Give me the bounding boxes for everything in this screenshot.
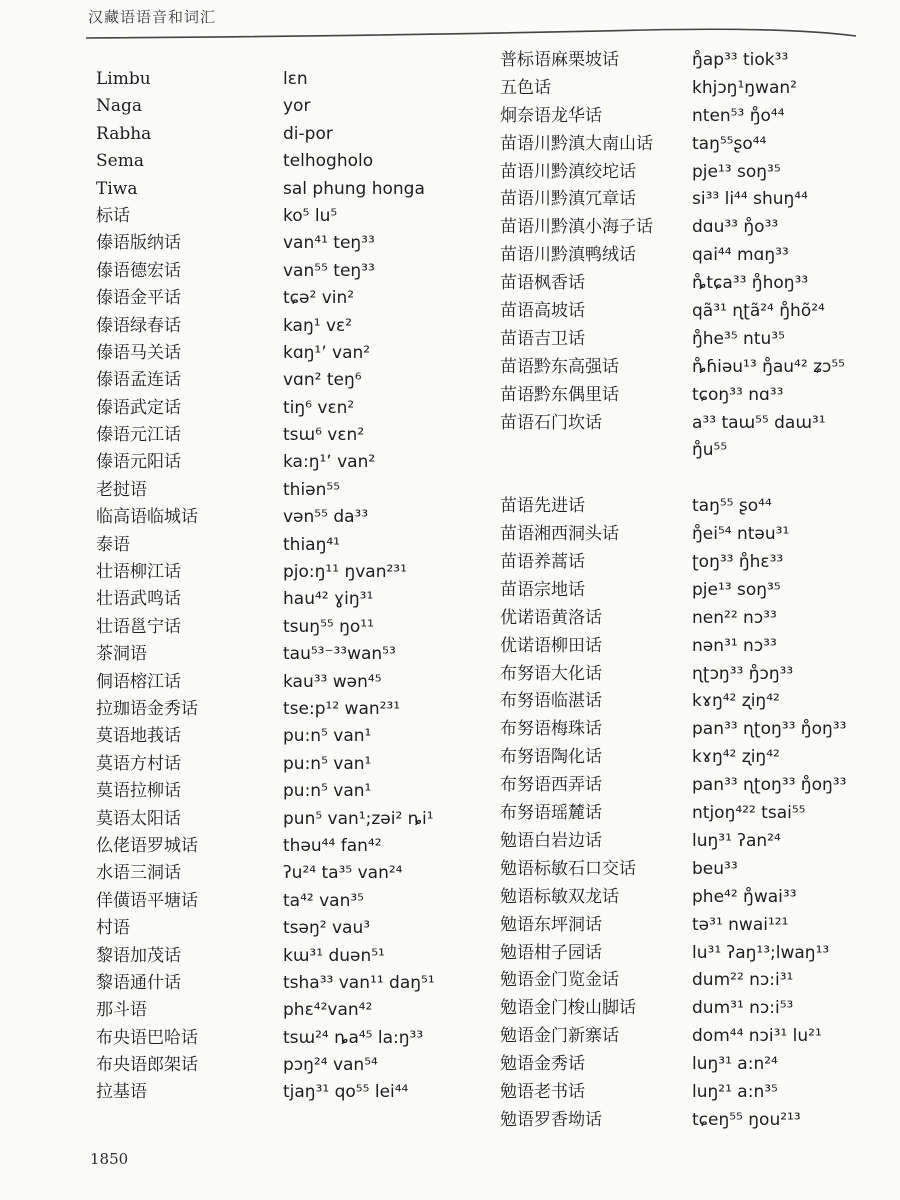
language-name: 普标语麻栗坡话 bbox=[500, 50, 619, 70]
word-form: tjaŋ³¹ qo⁵⁵ lei⁴⁴ bbox=[283, 1082, 409, 1103]
language-name: 炯奈语龙华话 bbox=[500, 105, 602, 126]
language-name: 苗语养蒿话 bbox=[500, 552, 585, 573]
language-name: 那斗语 bbox=[96, 1000, 147, 1021]
word-form: qai⁴⁴ mɑŋ³³ bbox=[692, 245, 789, 266]
language-name: Rabha bbox=[96, 123, 152, 144]
language-name bbox=[500, 437, 653, 465]
word-form: luŋ³¹ ʔan²⁴ bbox=[692, 830, 781, 851]
language-name: 苗语川黔滇冗章话 bbox=[500, 189, 636, 210]
word-form: kɯ³¹ duən⁵¹ bbox=[283, 945, 385, 966]
language-name: Tiwa bbox=[96, 178, 138, 199]
language-name: 布央语郎架话 bbox=[96, 1055, 198, 1076]
word-form: ta⁴² van³⁵ bbox=[283, 890, 364, 911]
word-form: pje¹³ soŋ³⁵ bbox=[692, 161, 781, 182]
word-form: kau³³ wən⁴⁵ bbox=[283, 671, 382, 692]
language-name: 勉语罗香坳话 bbox=[500, 1109, 602, 1130]
language-name: 茶洞语 bbox=[96, 644, 147, 665]
word-form: thiən⁵⁵ bbox=[283, 479, 341, 500]
language-name bbox=[500, 465, 653, 493]
word-form: tɕoŋ³³ nɑ³³ bbox=[692, 384, 784, 405]
word-form: luŋ³¹ a:n²⁴ bbox=[692, 1054, 778, 1075]
word-form: qã³¹ ɳʈã²⁴ ŋ̊hõ²⁴ bbox=[692, 301, 825, 322]
language-name: 壮语邕宁话 bbox=[96, 616, 181, 637]
word-form: tsha³³ van¹¹ daŋ⁵¹ bbox=[283, 972, 435, 993]
word-form: tsəŋ² vau³ bbox=[283, 918, 371, 939]
word-form: a³³ taɯ⁵⁵ daɯ³¹ bbox=[692, 412, 826, 433]
word-form: luŋ²¹ a:n³⁵ bbox=[692, 1081, 778, 1102]
language-name: 傣语金平话 bbox=[96, 288, 181, 309]
word-form: ka:ŋ¹ʼ van² bbox=[283, 452, 376, 473]
language-name: 仫佬语罗城话 bbox=[96, 835, 198, 856]
language-name: 傣语马关话 bbox=[96, 342, 181, 363]
word-form: ŋ̊u⁵⁵ bbox=[692, 440, 728, 461]
language-name: 苗语黔东高强话 bbox=[500, 356, 619, 377]
language-name: 傣语武定话 bbox=[96, 397, 181, 418]
language-name: 布努语梅珠话 bbox=[500, 719, 602, 740]
language-name: 勉语金秀话 bbox=[500, 1054, 585, 1075]
language-name: 黎语加茂话 bbox=[96, 945, 181, 966]
word-form: pan³³ ɳʈoŋ³³ ŋ̊oŋ³³ bbox=[692, 775, 847, 796]
word-form: khjɔŋ¹ŋwan² bbox=[692, 77, 797, 98]
word-form: pjo:ŋ¹¹ ŋvan²³¹ bbox=[283, 562, 407, 583]
language-name: 傣语元江话 bbox=[96, 425, 181, 446]
word-form: thiaŋ⁴¹ bbox=[283, 534, 340, 555]
language-name: 老挝语 bbox=[96, 479, 147, 500]
language-name: 布努语瑶麓话 bbox=[500, 803, 602, 824]
word-form: dum²² nɔ:i³¹ bbox=[692, 970, 794, 991]
word-form: ʈoŋ³³ ŋ̊hɛ³³ bbox=[692, 552, 784, 573]
word-form: ntjoŋ⁴²² tsai⁵⁵ bbox=[692, 803, 806, 824]
language-name: 布央语巴哈话 bbox=[96, 1027, 198, 1048]
language-name: 临高语临城话 bbox=[96, 507, 198, 528]
language-name: 拉珈语金秀话 bbox=[96, 698, 198, 719]
word-form: telhogholo bbox=[283, 151, 374, 172]
word-form: tse:p¹² wan²³¹ bbox=[283, 698, 401, 719]
word-form: tɕə² vin² bbox=[283, 288, 355, 309]
language-name: 莫语地莪话 bbox=[96, 726, 181, 747]
word-form: dum³¹ nɔ:i⁵³ bbox=[692, 998, 794, 1019]
language-name: 勉语老书话 bbox=[500, 1081, 585, 1102]
word-form: tau⁵³⁻³³wan⁵³ bbox=[283, 644, 396, 665]
language-name: 莫语方村话 bbox=[96, 753, 181, 774]
word-form: pu:n⁵ van¹ bbox=[283, 726, 372, 747]
language-name: 苗语川黔滇小海子话 bbox=[500, 217, 653, 238]
language-name: 布努语陶化话 bbox=[500, 747, 602, 768]
left-language-column bbox=[96, 66, 198, 1107]
language-name: Limbu bbox=[96, 69, 151, 89]
word-form: phe⁴² ŋ̊wai³³ bbox=[692, 886, 797, 907]
word-form: vən⁵⁵ da³³ bbox=[283, 507, 369, 528]
right-language-column bbox=[500, 47, 653, 1135]
language-name: 苗语宗地话 bbox=[500, 579, 585, 600]
word-form: kɤŋ⁴² ʐiŋ⁴² bbox=[692, 691, 780, 712]
language-name: 水语三洞话 bbox=[96, 863, 181, 884]
word-form: vɑn² teŋ⁶ bbox=[283, 370, 362, 391]
word-form: si³³ li⁴⁴ shuŋ⁴⁴ bbox=[692, 189, 808, 210]
language-name: 勉语白岩边话 bbox=[500, 830, 602, 851]
language-name: 拉基语 bbox=[96, 1082, 147, 1103]
word-form: nten⁵³ ŋ̊o⁴⁴ bbox=[692, 105, 785, 126]
word-form: yor bbox=[283, 96, 311, 117]
language-name: 壮语柳江话 bbox=[96, 562, 181, 583]
word-form: pan³³ ɳʈoŋ³³ ŋ̊oŋ³³ bbox=[692, 719, 847, 740]
word-form: ŋ̊he³⁵ ntu³⁵ bbox=[692, 328, 785, 349]
word-form: taŋ⁵⁵ ʂo⁴⁴ bbox=[692, 496, 772, 517]
language-name: 苗语湘西洞头话 bbox=[500, 524, 619, 545]
word-form: kɑŋ¹ʼ van² bbox=[283, 342, 371, 363]
word-form: ʔu²⁴ ta³⁵ van²⁴ bbox=[283, 863, 403, 884]
language-name: 标话 bbox=[96, 205, 130, 226]
language-name: 布努语大化话 bbox=[500, 663, 602, 684]
word-form: ȵ̊tɕa³³ ŋ̊hoŋ³³ bbox=[692, 273, 809, 294]
language-name: 优诺语柳田话 bbox=[500, 635, 602, 656]
word-form: tiŋ⁶ vɛn² bbox=[283, 397, 355, 418]
word-form: tɕeŋ⁵⁵ ŋou²¹³ bbox=[692, 1109, 801, 1130]
word-form: kaŋ¹ vɛ² bbox=[283, 315, 353, 336]
word-form: tsuŋ⁵⁵ ŋo¹¹ bbox=[283, 616, 374, 637]
language-name: 优诺语黄洛话 bbox=[500, 607, 602, 628]
word-form: tsɯ²⁴ ȵa⁴⁵ la:ŋ³³ bbox=[283, 1027, 424, 1048]
word-form: ȵ̊ɦiəu¹³ ŋ̊au⁴² ʑɔ⁵⁵ bbox=[692, 356, 845, 377]
word-form bbox=[692, 465, 846, 493]
language-name: 苗语川黔滇鸭绒话 bbox=[500, 245, 636, 266]
language-name: 勉语金门览金话 bbox=[500, 970, 619, 991]
word-form: pu:n⁵ van¹ bbox=[283, 753, 372, 774]
word-form: pun⁵ van¹;zəi² ȵi¹ bbox=[283, 808, 434, 829]
language-name: 傣语德宏话 bbox=[96, 260, 181, 281]
word-form: sal phung honga bbox=[283, 178, 425, 199]
language-name: 勉语金门新寨话 bbox=[500, 1026, 619, 1047]
language-name: 傣语版纳话 bbox=[96, 233, 181, 254]
language-name: 布努语临湛话 bbox=[500, 691, 602, 712]
language-name: 村语 bbox=[96, 918, 130, 939]
language-name: Naga bbox=[96, 96, 143, 117]
word-form: pje¹³ soŋ³⁵ bbox=[692, 579, 781, 600]
word-form: hau⁴² ɣiŋ³¹ bbox=[283, 589, 374, 610]
page-number: 1850 bbox=[90, 1150, 129, 1168]
word-form: nən³¹ nɔ³³ bbox=[692, 635, 777, 656]
word-form: phɛ⁴²van⁴² bbox=[283, 1000, 373, 1021]
language-name: 苗语石门坎话 bbox=[500, 412, 602, 433]
language-name: 泰语 bbox=[96, 534, 130, 555]
language-name: 苗语黔东偶里话 bbox=[500, 384, 619, 405]
language-name: 苗语川黔滇绞坨话 bbox=[500, 161, 636, 182]
left-word-column bbox=[283, 66, 435, 1107]
word-form: pu:n⁵ van¹ bbox=[283, 781, 372, 802]
word-form: ŋ̊ei⁵⁴ ntəu³¹ bbox=[692, 524, 790, 545]
language-name: 苗语川黔滇大南山话 bbox=[500, 133, 653, 154]
language-name: 苗语高坡话 bbox=[500, 301, 585, 322]
language-name: 佯僙语平塘话 bbox=[96, 890, 198, 911]
word-form: dom⁴⁴ nɔi³¹ lu²¹ bbox=[692, 1026, 822, 1047]
word-form: di-por bbox=[283, 123, 333, 144]
word-form: kɤŋ⁴² ʐiŋ⁴² bbox=[692, 747, 780, 768]
word-form: lɛn bbox=[283, 69, 308, 89]
language-name: 壮语武鸣话 bbox=[96, 589, 181, 610]
language-name: 勉语东坪洞话 bbox=[500, 914, 602, 935]
language-name: 莫语拉柳话 bbox=[96, 781, 181, 802]
language-name: 勉语标敏石口交话 bbox=[500, 858, 636, 879]
language-name: 勉语柑子园话 bbox=[500, 942, 602, 963]
word-form: dɑu³³ ŋ̊o³³ bbox=[692, 217, 779, 238]
word-form: pɔŋ²⁴ van⁵⁴ bbox=[283, 1055, 378, 1076]
language-name: 苗语先进话 bbox=[500, 496, 585, 517]
language-name: 勉语金门梭山脚话 bbox=[500, 998, 636, 1019]
word-form: lu³¹ ʔaŋ¹³;lwaŋ¹³ bbox=[692, 942, 830, 963]
language-name: 莫语太阳话 bbox=[96, 808, 181, 829]
language-name: 苗语枫香话 bbox=[500, 273, 585, 294]
word-form: tsɯ⁶ vɛn² bbox=[283, 425, 365, 446]
language-name: 侗语榕江话 bbox=[96, 671, 181, 692]
word-form: van⁵⁵ teŋ³³ bbox=[283, 260, 375, 281]
running-head: 汉藏语语音和词汇 bbox=[88, 8, 217, 26]
header-rule bbox=[86, 28, 856, 46]
word-form: nen²² nɔ³³ bbox=[692, 607, 777, 628]
language-name: 傣语元阳话 bbox=[96, 452, 181, 473]
language-name: 黎语通什话 bbox=[96, 972, 181, 993]
word-form: van⁴¹ teŋ³³ bbox=[283, 233, 375, 254]
word-form: taŋ⁵⁵ʂo⁴⁴ bbox=[692, 133, 767, 154]
language-name: 傣语绿春话 bbox=[96, 315, 181, 336]
word-form: ko⁵ lu⁵ bbox=[283, 205, 338, 226]
word-form: ɳʈɔŋ³³ ŋ̊ɔŋ³³ bbox=[692, 663, 794, 684]
language-name: Sema bbox=[96, 151, 144, 172]
word-form: ŋ̊ap³³ tiok³³ bbox=[692, 50, 789, 70]
right-word-column bbox=[692, 47, 846, 1135]
word-form: tə³¹ nwai¹²¹ bbox=[692, 914, 789, 935]
language-name: 五色话 bbox=[500, 77, 551, 98]
language-name: 傣语孟连话 bbox=[96, 370, 181, 391]
language-name: 勉语标敏双龙话 bbox=[500, 886, 619, 907]
word-form: thəu⁴⁴ fan⁴² bbox=[283, 835, 382, 856]
word-form: beu³³ bbox=[692, 858, 738, 879]
language-name: 布努语西弄话 bbox=[500, 775, 602, 796]
language-name: 苗语吉卫话 bbox=[500, 328, 585, 349]
